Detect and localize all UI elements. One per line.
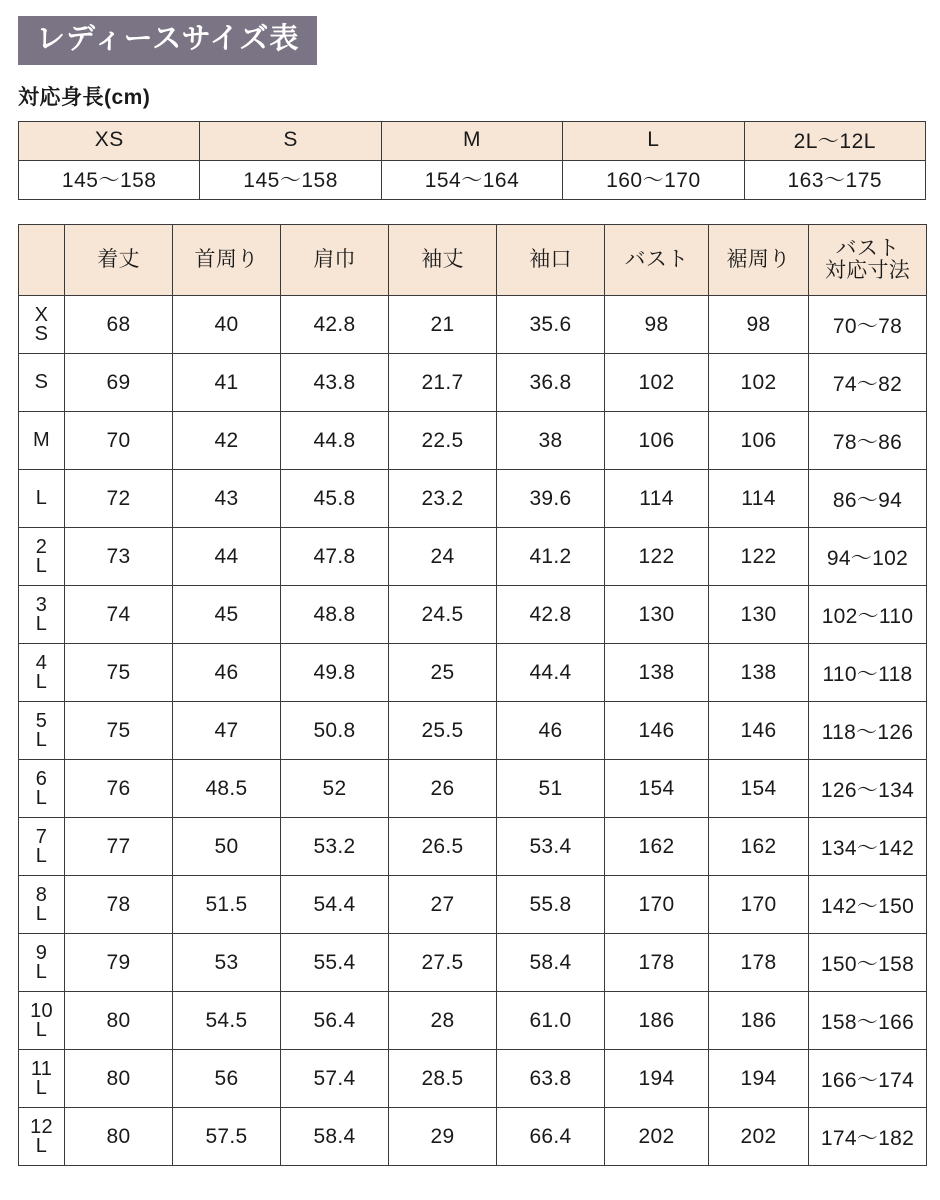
row-header-size-line1: 11 [30,1057,53,1080]
table-cell: 138 [605,644,709,702]
table-cell: 114 [709,470,809,528]
row-header-size-line2: L [35,1076,48,1099]
table-cell: 57.5 [173,1108,281,1166]
table-cell: 110〜118 [809,644,927,702]
table-cell: 154 [605,760,709,818]
table-row [19,934,927,992]
table-cell: 51 [497,760,605,818]
height-value-cell: 145〜158 [19,161,200,200]
table-cell: 49.8 [281,644,389,702]
row-header-size-line1: 7 [35,825,48,848]
table-cell: 44.8 [281,412,389,470]
table-cell: 134〜142 [809,818,927,876]
table-cell: 178 [605,934,709,992]
row-header-size-line1: L [35,487,48,509]
row-header-size [19,354,65,412]
table-cell: 45 [173,586,281,644]
table-cell: 41.2 [497,528,605,586]
table-cell: 80 [65,992,173,1050]
table-row [19,1108,927,1166]
table-cell: 126〜134 [809,760,927,818]
height-value-cell: 163〜175 [744,161,925,200]
table-cell: 21.7 [389,354,497,412]
table-cell: 26 [389,760,497,818]
table-cell: 80 [65,1108,173,1166]
table-cell: 142〜150 [809,876,927,934]
table-cell: 42.8 [497,586,605,644]
row-header-size-line2: L [35,670,48,693]
column-header-bust-fit-line2: 対応寸法 [824,259,911,282]
table-cell: 74 [65,586,173,644]
table-cell: 22.5 [389,412,497,470]
table-cell: 75 [65,702,173,760]
height-header-cell: XS [19,122,200,161]
table-cell: 79 [65,934,173,992]
table-cell: 162 [709,818,809,876]
table-cell: 186 [709,992,809,1050]
table-cell: 58.4 [281,1108,389,1166]
row-header-size-line1: M [33,429,50,451]
height-value-cell: 160〜170 [563,161,744,200]
table-cell: 21 [389,296,497,354]
table-cell: 63.8 [497,1050,605,1108]
table-cell: 106 [605,412,709,470]
table-cell: 29 [389,1108,497,1166]
table-cell: 78 [65,876,173,934]
height-value-cell: 145〜158 [200,161,381,200]
table-cell: 36.8 [497,354,605,412]
row-header-size-line1: 8 [35,883,48,906]
table-cell: 45.8 [281,470,389,528]
table-cell: 170 [709,876,809,934]
table-cell: 74〜82 [809,354,927,412]
table-cell: 54.4 [281,876,389,934]
row-header-size-line2: L [35,554,48,577]
table-cell: 73 [65,528,173,586]
row-header-size [19,412,65,470]
table-cell: 56 [173,1050,281,1108]
column-header-kubimawari: 首周り [173,225,281,296]
table-cell: 55.4 [281,934,389,992]
table-cell: 78〜86 [809,412,927,470]
table-cell: 27 [389,876,497,934]
column-header-bust-fit [809,225,927,296]
table-cell: 70〜78 [809,296,927,354]
row-header-size [19,760,65,818]
table-cell: 114 [605,470,709,528]
table-row [19,470,927,528]
table-cell: 146 [709,702,809,760]
table-cell: 43.8 [281,354,389,412]
table-cell: 25 [389,644,497,702]
row-header-size-line2: L [35,844,48,867]
table-cell: 44 [173,528,281,586]
table-cell: 43 [173,470,281,528]
row-header-size [19,1108,65,1166]
table-cell: 170 [605,876,709,934]
height-table-value-row [19,161,926,200]
row-header-size-line2: L [35,1018,48,1041]
table-cell: 53 [173,934,281,992]
table-cell: 47.8 [281,528,389,586]
row-header-size-line1: 5 [35,709,48,732]
table-cell: 50.8 [281,702,389,760]
table-cell: 47 [173,702,281,760]
table-cell: 39.6 [497,470,605,528]
table-cell: 166〜174 [809,1050,927,1108]
table-cell: 42 [173,412,281,470]
table-row [19,586,927,644]
row-header-size [19,470,65,528]
row-header-size-line2: L [35,612,48,635]
table-cell: 46 [497,702,605,760]
table-row [19,644,927,702]
table-cell: 28 [389,992,497,1050]
height-table-header-row [19,122,926,161]
table-cell: 50 [173,818,281,876]
table-cell: 48.5 [173,760,281,818]
height-section-label: 対応身長(cm) [18,86,151,109]
table-cell: 35.6 [497,296,605,354]
table-cell: 122 [605,528,709,586]
table-cell: 102 [605,354,709,412]
column-header-katahaba: 肩巾 [281,225,389,296]
column-header-sodetake: 袖丈 [389,225,497,296]
column-header-susomawari: 裾周り [709,225,809,296]
column-header-kitake: 着丈 [65,225,173,296]
table-cell: 106 [709,412,809,470]
table-cell: 24.5 [389,586,497,644]
table-cell: 53.4 [497,818,605,876]
row-header-size-line2: L [35,902,48,925]
table-cell: 77 [65,818,173,876]
table-cell: 69 [65,354,173,412]
table-cell: 94〜102 [809,528,927,586]
table-cell: 53.2 [281,818,389,876]
table-cell: 194 [709,1050,809,1108]
row-header-size-line2: L [35,786,48,809]
page-title: レディースサイズ表 [18,16,317,65]
row-header-size [19,586,65,644]
table-cell: 51.5 [173,876,281,934]
table-cell: 46 [173,644,281,702]
row-header-size [19,296,65,354]
table-cell: 70 [65,412,173,470]
table-cell: 44.4 [497,644,605,702]
table-cell: 130 [709,586,809,644]
table-row [19,354,927,412]
table-cell: 40 [173,296,281,354]
row-header-size-line1: 4 [35,651,48,674]
table-cell: 27.5 [389,934,497,992]
table-cell: 174〜182 [809,1108,927,1166]
table-cell: 150〜158 [809,934,927,992]
table-cell: 138 [709,644,809,702]
table-row [19,1050,927,1108]
table-cell: 75 [65,644,173,702]
table-cell: 154 [709,760,809,818]
column-header-sodeguchi: 袖口 [497,225,605,296]
row-header-size-line1: 3 [35,593,48,616]
table-cell: 202 [605,1108,709,1166]
table-cell: 186 [605,992,709,1050]
table-cell: 76 [65,760,173,818]
table-cell: 48.8 [281,586,389,644]
table-cell: 54.5 [173,992,281,1050]
table-row [19,528,927,586]
height-value-cell: 154〜164 [381,161,562,200]
table-cell: 118〜126 [809,702,927,760]
table-cell: 52 [281,760,389,818]
measurement-table [18,224,927,1166]
row-header-size-line1: X [34,303,49,326]
table-cell: 98 [605,296,709,354]
table-row [19,760,927,818]
height-table [18,121,926,200]
row-header-size-line1: 6 [35,767,48,790]
table-row [19,412,927,470]
row-header-size-line1: 2 [35,535,48,558]
measurement-header-row [19,225,927,296]
row-header-size-line2: L [35,728,48,751]
row-header-size-line2: L [35,1134,48,1157]
table-row [19,818,927,876]
row-header-size [19,702,65,760]
table-cell: 42.8 [281,296,389,354]
table-cell: 24 [389,528,497,586]
table-cell: 25.5 [389,702,497,760]
column-header-bust-fit-line1: バスト [835,236,900,260]
table-cell: 57.4 [281,1050,389,1108]
row-header-size [19,934,65,992]
table-cell: 122 [709,528,809,586]
table-cell: 72 [65,470,173,528]
table-cell: 86〜94 [809,470,927,528]
table-cell: 178 [709,934,809,992]
row-header-size-line1: 10 [30,999,53,1022]
table-cell: 194 [605,1050,709,1108]
table-cell: 130 [605,586,709,644]
column-header-bust: バスト [605,225,709,296]
table-cell: 26.5 [389,818,497,876]
row-header-size [19,818,65,876]
table-cell: 66.4 [497,1108,605,1166]
table-row [19,702,927,760]
table-corner-cell [19,225,65,296]
row-header-size-line1: 9 [35,941,48,964]
table-cell: 23.2 [389,470,497,528]
table-cell: 98 [709,296,809,354]
row-header-size-line1: S [34,371,49,393]
row-header-size [19,528,65,586]
table-cell: 102〜110 [809,586,927,644]
height-header-cell: 2L〜12L [744,122,925,161]
row-header-size [19,876,65,934]
row-header-size [19,644,65,702]
height-header-cell: L [563,122,744,161]
table-cell: 202 [709,1108,809,1166]
table-row [19,876,927,934]
table-cell: 38 [497,412,605,470]
row-header-size [19,992,65,1050]
measurement-table-body [19,296,927,1166]
table-cell: 146 [605,702,709,760]
table-cell: 56.4 [281,992,389,1050]
table-cell: 28.5 [389,1050,497,1108]
table-row [19,992,927,1050]
table-cell: 58.4 [497,934,605,992]
row-header-size [19,1050,65,1108]
row-header-size-line2: S [34,322,49,345]
row-header-size-line1: 12 [30,1115,53,1138]
height-header-cell: S [200,122,381,161]
table-cell: 55.8 [497,876,605,934]
row-header-size-line2: L [35,960,48,983]
height-header-cell: M [381,122,562,161]
table-cell: 68 [65,296,173,354]
table-cell: 162 [605,818,709,876]
table-cell: 41 [173,354,281,412]
table-cell: 102 [709,354,809,412]
table-cell: 61.0 [497,992,605,1050]
table-row [19,296,927,354]
table-cell: 80 [65,1050,173,1108]
table-cell: 158〜166 [809,992,927,1050]
